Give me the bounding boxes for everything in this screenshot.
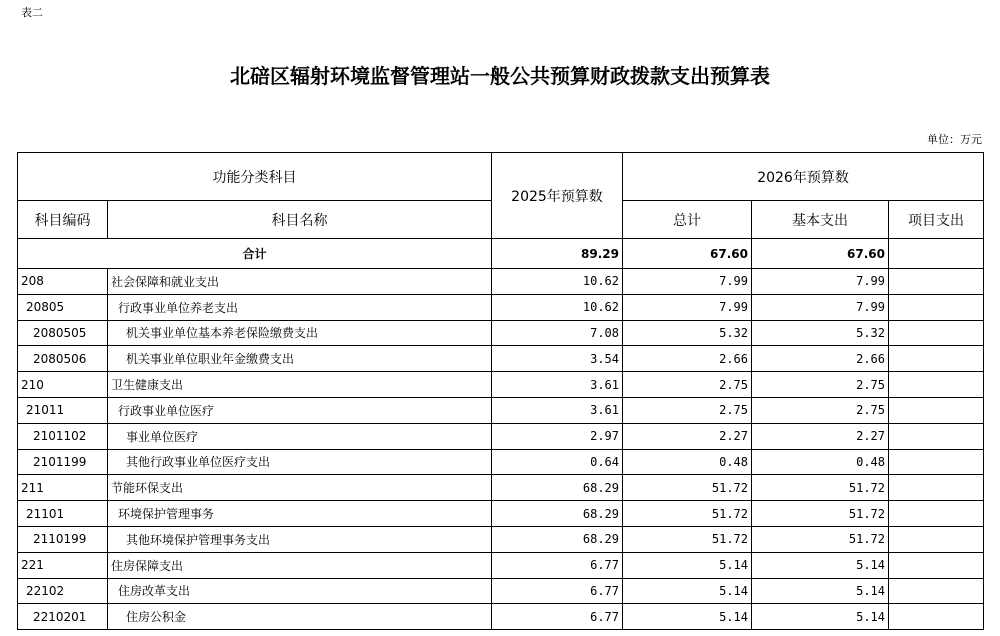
budget-2026-project-cell (889, 449, 984, 475)
budget-2026-project-cell (889, 372, 984, 398)
budget-2026-project-cell (889, 526, 984, 552)
subject-code-cell: 221 (18, 552, 108, 578)
table-row (18, 501, 984, 527)
budget-2026-basic-cell: 0.48 (752, 449, 889, 475)
budget-2026-project-cell (889, 397, 984, 423)
subject-name-cell: 其他环境保护管理事务支出 (108, 526, 492, 552)
budget-2025-cell: 7.08 (492, 320, 623, 346)
budget-table (17, 152, 984, 630)
table-row (18, 526, 984, 552)
budget-2025-cell: 6.77 (492, 552, 623, 578)
budget-2025-cell: 6.77 (492, 604, 623, 630)
subject-name-cell: 社会保障和就业支出 (108, 269, 492, 295)
budget-2026-project-cell (889, 294, 984, 320)
budget-2025-cell: 10.62 (492, 294, 623, 320)
budget-2026-total-cell: 5.14 (623, 604, 752, 630)
subject-code-cell: 2101102 (18, 423, 108, 449)
header-project-expenditure: 项目支出 (889, 201, 984, 239)
budget-2026-basic-cell: 51.72 (752, 475, 889, 501)
budget-2026-basic-cell: 5.14 (752, 578, 889, 604)
header-functional-category: 功能分类科目 (18, 153, 492, 201)
budget-2026-basic-cell: 5.14 (752, 604, 889, 630)
budget-2026-total-cell: 51.72 (623, 475, 752, 501)
budget-2026-total-cell: 5.32 (623, 320, 752, 346)
table-row (18, 604, 984, 630)
total-2026-total-value: 67.60 (623, 239, 752, 269)
budget-2025-cell: 68.29 (492, 501, 623, 527)
subject-code-cell: 210 (18, 372, 108, 398)
budget-2026-basic-cell: 5.32 (752, 320, 889, 346)
budget-2026-total-cell: 51.72 (623, 501, 752, 527)
subject-code-cell: 2110199 (18, 526, 108, 552)
total-2026-project-value (889, 239, 984, 269)
subject-name-cell: 机关事业单位基本养老保险缴费支出 (108, 320, 492, 346)
budget-2026-project-cell (889, 269, 984, 295)
subject-code-cell: 22102 (18, 578, 108, 604)
budget-2026-total-cell: 2.66 (623, 346, 752, 372)
budget-2026-project-cell (889, 423, 984, 449)
table-row (18, 372, 984, 398)
budget-2025-cell: 68.29 (492, 526, 623, 552)
subject-code-cell: 2210201 (18, 604, 108, 630)
subject-name-cell: 住房改革支出 (108, 578, 492, 604)
subject-name-cell: 卫生健康支出 (108, 372, 492, 398)
budget-2026-basic-cell: 7.99 (752, 269, 889, 295)
budget-2026-total-cell: 5.14 (623, 552, 752, 578)
budget-2026-project-cell (889, 604, 984, 630)
table-row (18, 269, 984, 295)
budget-2026-basic-cell: 2.75 (752, 372, 889, 398)
table-row (18, 449, 984, 475)
budget-2026-total-cell: 7.99 (623, 294, 752, 320)
header-total: 总计 (623, 201, 752, 239)
budget-2026-total-cell: 2.27 (623, 423, 752, 449)
budget-2026-total-cell: 51.72 (623, 526, 752, 552)
table-row (18, 294, 984, 320)
header-budget-2026: 2026年预算数 (623, 153, 984, 201)
budget-2026-total-cell: 2.75 (623, 372, 752, 398)
subject-name-cell: 节能环保支出 (108, 475, 492, 501)
budget-2026-basic-cell: 2.75 (752, 397, 889, 423)
subject-code-cell: 211 (18, 475, 108, 501)
unit-label: 单位：万元 (927, 133, 982, 146)
header-basic-expenditure: 基本支出 (752, 201, 889, 239)
subject-name-cell: 住房保障支出 (108, 552, 492, 578)
budget-2026-total-cell: 5.14 (623, 578, 752, 604)
budget-2026-basic-cell: 51.72 (752, 526, 889, 552)
table-row (18, 346, 984, 372)
budget-2025-cell: 0.64 (492, 449, 623, 475)
subject-name-cell: 行政事业单位养老支出 (108, 294, 492, 320)
budget-2026-project-cell (889, 578, 984, 604)
budget-2026-project-cell (889, 552, 984, 578)
budget-2026-basic-cell: 5.14 (752, 552, 889, 578)
subject-code-cell: 2101199 (18, 449, 108, 475)
budget-2026-project-cell (889, 320, 984, 346)
budget-2026-basic-cell: 7.99 (752, 294, 889, 320)
budget-2025-cell: 3.61 (492, 397, 623, 423)
page-title: 北碚区辐射环境监督管理站一般公共预算财政拨款支出预算表 (230, 64, 770, 88)
budget-2026-basic-cell: 51.72 (752, 501, 889, 527)
subject-name-cell: 住房公积金 (108, 604, 492, 630)
budget-2026-basic-cell: 2.27 (752, 423, 889, 449)
header-subject-name: 科目名称 (108, 201, 492, 239)
table-row (18, 320, 984, 346)
budget-2026-project-cell (889, 475, 984, 501)
budget-2026-total-cell: 7.99 (623, 269, 752, 295)
budget-2026-project-cell (889, 501, 984, 527)
subject-name-cell: 行政事业单位医疗 (108, 397, 492, 423)
subject-code-cell: 21011 (18, 397, 108, 423)
budget-2025-cell: 3.61 (492, 372, 623, 398)
budget-2025-cell: 10.62 (492, 269, 623, 295)
subject-code-cell: 208 (18, 269, 108, 295)
table-number: 表二 (21, 6, 43, 19)
total-row (18, 239, 984, 269)
budget-2026-basic-cell: 2.66 (752, 346, 889, 372)
table-row (18, 578, 984, 604)
total-label: 合计 (18, 239, 492, 269)
budget-2025-cell: 3.54 (492, 346, 623, 372)
total-2025-value: 89.29 (492, 239, 623, 269)
budget-2025-cell: 2.97 (492, 423, 623, 449)
table-row (18, 397, 984, 423)
subject-name-cell: 事业单位医疗 (108, 423, 492, 449)
table-row (18, 475, 984, 501)
budget-2026-project-cell (889, 346, 984, 372)
budget-2025-cell: 6.77 (492, 578, 623, 604)
subject-name-cell: 其他行政事业单位医疗支出 (108, 449, 492, 475)
header-budget-2025: 2025年预算数 (492, 153, 623, 239)
table-row (18, 423, 984, 449)
subject-name-cell: 环境保护管理事务 (108, 501, 492, 527)
budget-2025-cell: 68.29 (492, 475, 623, 501)
budget-2026-total-cell: 2.75 (623, 397, 752, 423)
subject-code-cell: 20805 (18, 294, 108, 320)
subject-name-cell: 机关事业单位职业年金缴费支出 (108, 346, 492, 372)
subject-code-cell: 21101 (18, 501, 108, 527)
subject-code-cell: 2080506 (18, 346, 108, 372)
subject-code-cell: 2080505 (18, 320, 108, 346)
header-row-1 (18, 153, 984, 201)
header-subject-code: 科目编码 (18, 201, 108, 239)
budget-2026-total-cell: 0.48 (623, 449, 752, 475)
table-row (18, 552, 984, 578)
total-2026-basic-value: 67.60 (752, 239, 889, 269)
